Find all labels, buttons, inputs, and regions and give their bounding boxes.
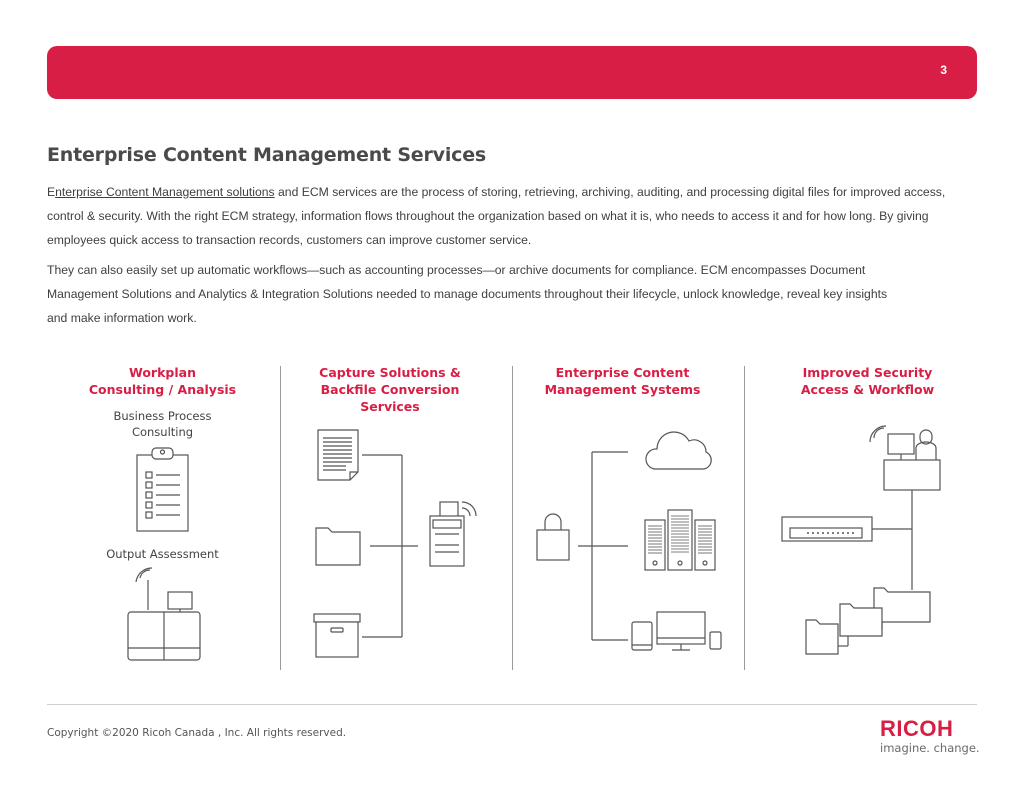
page-title: Enterprise Content Management Services (47, 144, 487, 166)
second-paragraph: They can also easily set up automatic workflows—such as accounting processes—or archive documents for compliance. ECM encompasses Document Management Solutions and Analytics & Integration Solutions needed to manage documents throughout their lifecycle, unlock knowledge, reveal key insights and make information work. (47, 263, 888, 325)
business-process-line2: Consulting (131, 425, 194, 439)
folders-stack-icon (806, 588, 930, 654)
devices-icon (632, 612, 721, 650)
clipboard-checklist-icon (137, 448, 188, 531)
lock-icon (537, 514, 569, 560)
capture-connectors (362, 455, 418, 637)
folder-icon (316, 528, 360, 565)
ricoh-logo (880, 718, 980, 755)
server-icon (645, 510, 715, 570)
column-heading-line1: Enterprise Content (555, 365, 690, 380)
page-number: 3 (940, 63, 947, 77)
column-heading-line1: Workplan (129, 365, 196, 380)
network-switch-icon (782, 517, 872, 541)
printer-mfp-icon (128, 568, 200, 660)
column-heading-line1: Capture Solutions & (319, 365, 461, 380)
cloud-icon (646, 432, 711, 469)
output-assessment-label: Output Assessment (106, 547, 219, 561)
user-workstation-icon (870, 426, 940, 490)
column-heading-line2: Consulting / Analysis (88, 382, 237, 397)
logo-tagline: imagine. change. (880, 741, 980, 755)
intro-lead: E (47, 185, 56, 199)
column-heading-line2: Backfile Conversion Services (320, 382, 460, 414)
intro-rest: and ECM services are the process of storing, retrieving, archiving, auditing, and processing digital files for improved access, control & security. With the right ECM strategy, information flows throughout the organization based on what it is, who needs to access it and for how long. By giving employees quick access to transaction records, customers can improve customer service. (47, 185, 946, 247)
column-heading-line2: Management Systems (544, 382, 701, 397)
business-process-line1: Business Process (113, 409, 212, 423)
ecm-solutions-link[interactable]: nterprise Content Management solutions (55, 185, 275, 199)
archive-box-icon (314, 614, 360, 657)
ecm-connectors (578, 452, 628, 640)
copyright-text: Copyright ©2020 Ricoh Canada , Inc. All rights reserved. (47, 727, 347, 739)
scanner-icon (430, 502, 476, 566)
footer-divider (47, 704, 977, 705)
security-connectors (872, 490, 912, 590)
column-heading-line1: Improved Security (802, 365, 933, 380)
document-icon (318, 430, 358, 480)
logo-word: RICOH (880, 716, 954, 741)
column-heading-line2: Access & Workflow (800, 382, 935, 397)
